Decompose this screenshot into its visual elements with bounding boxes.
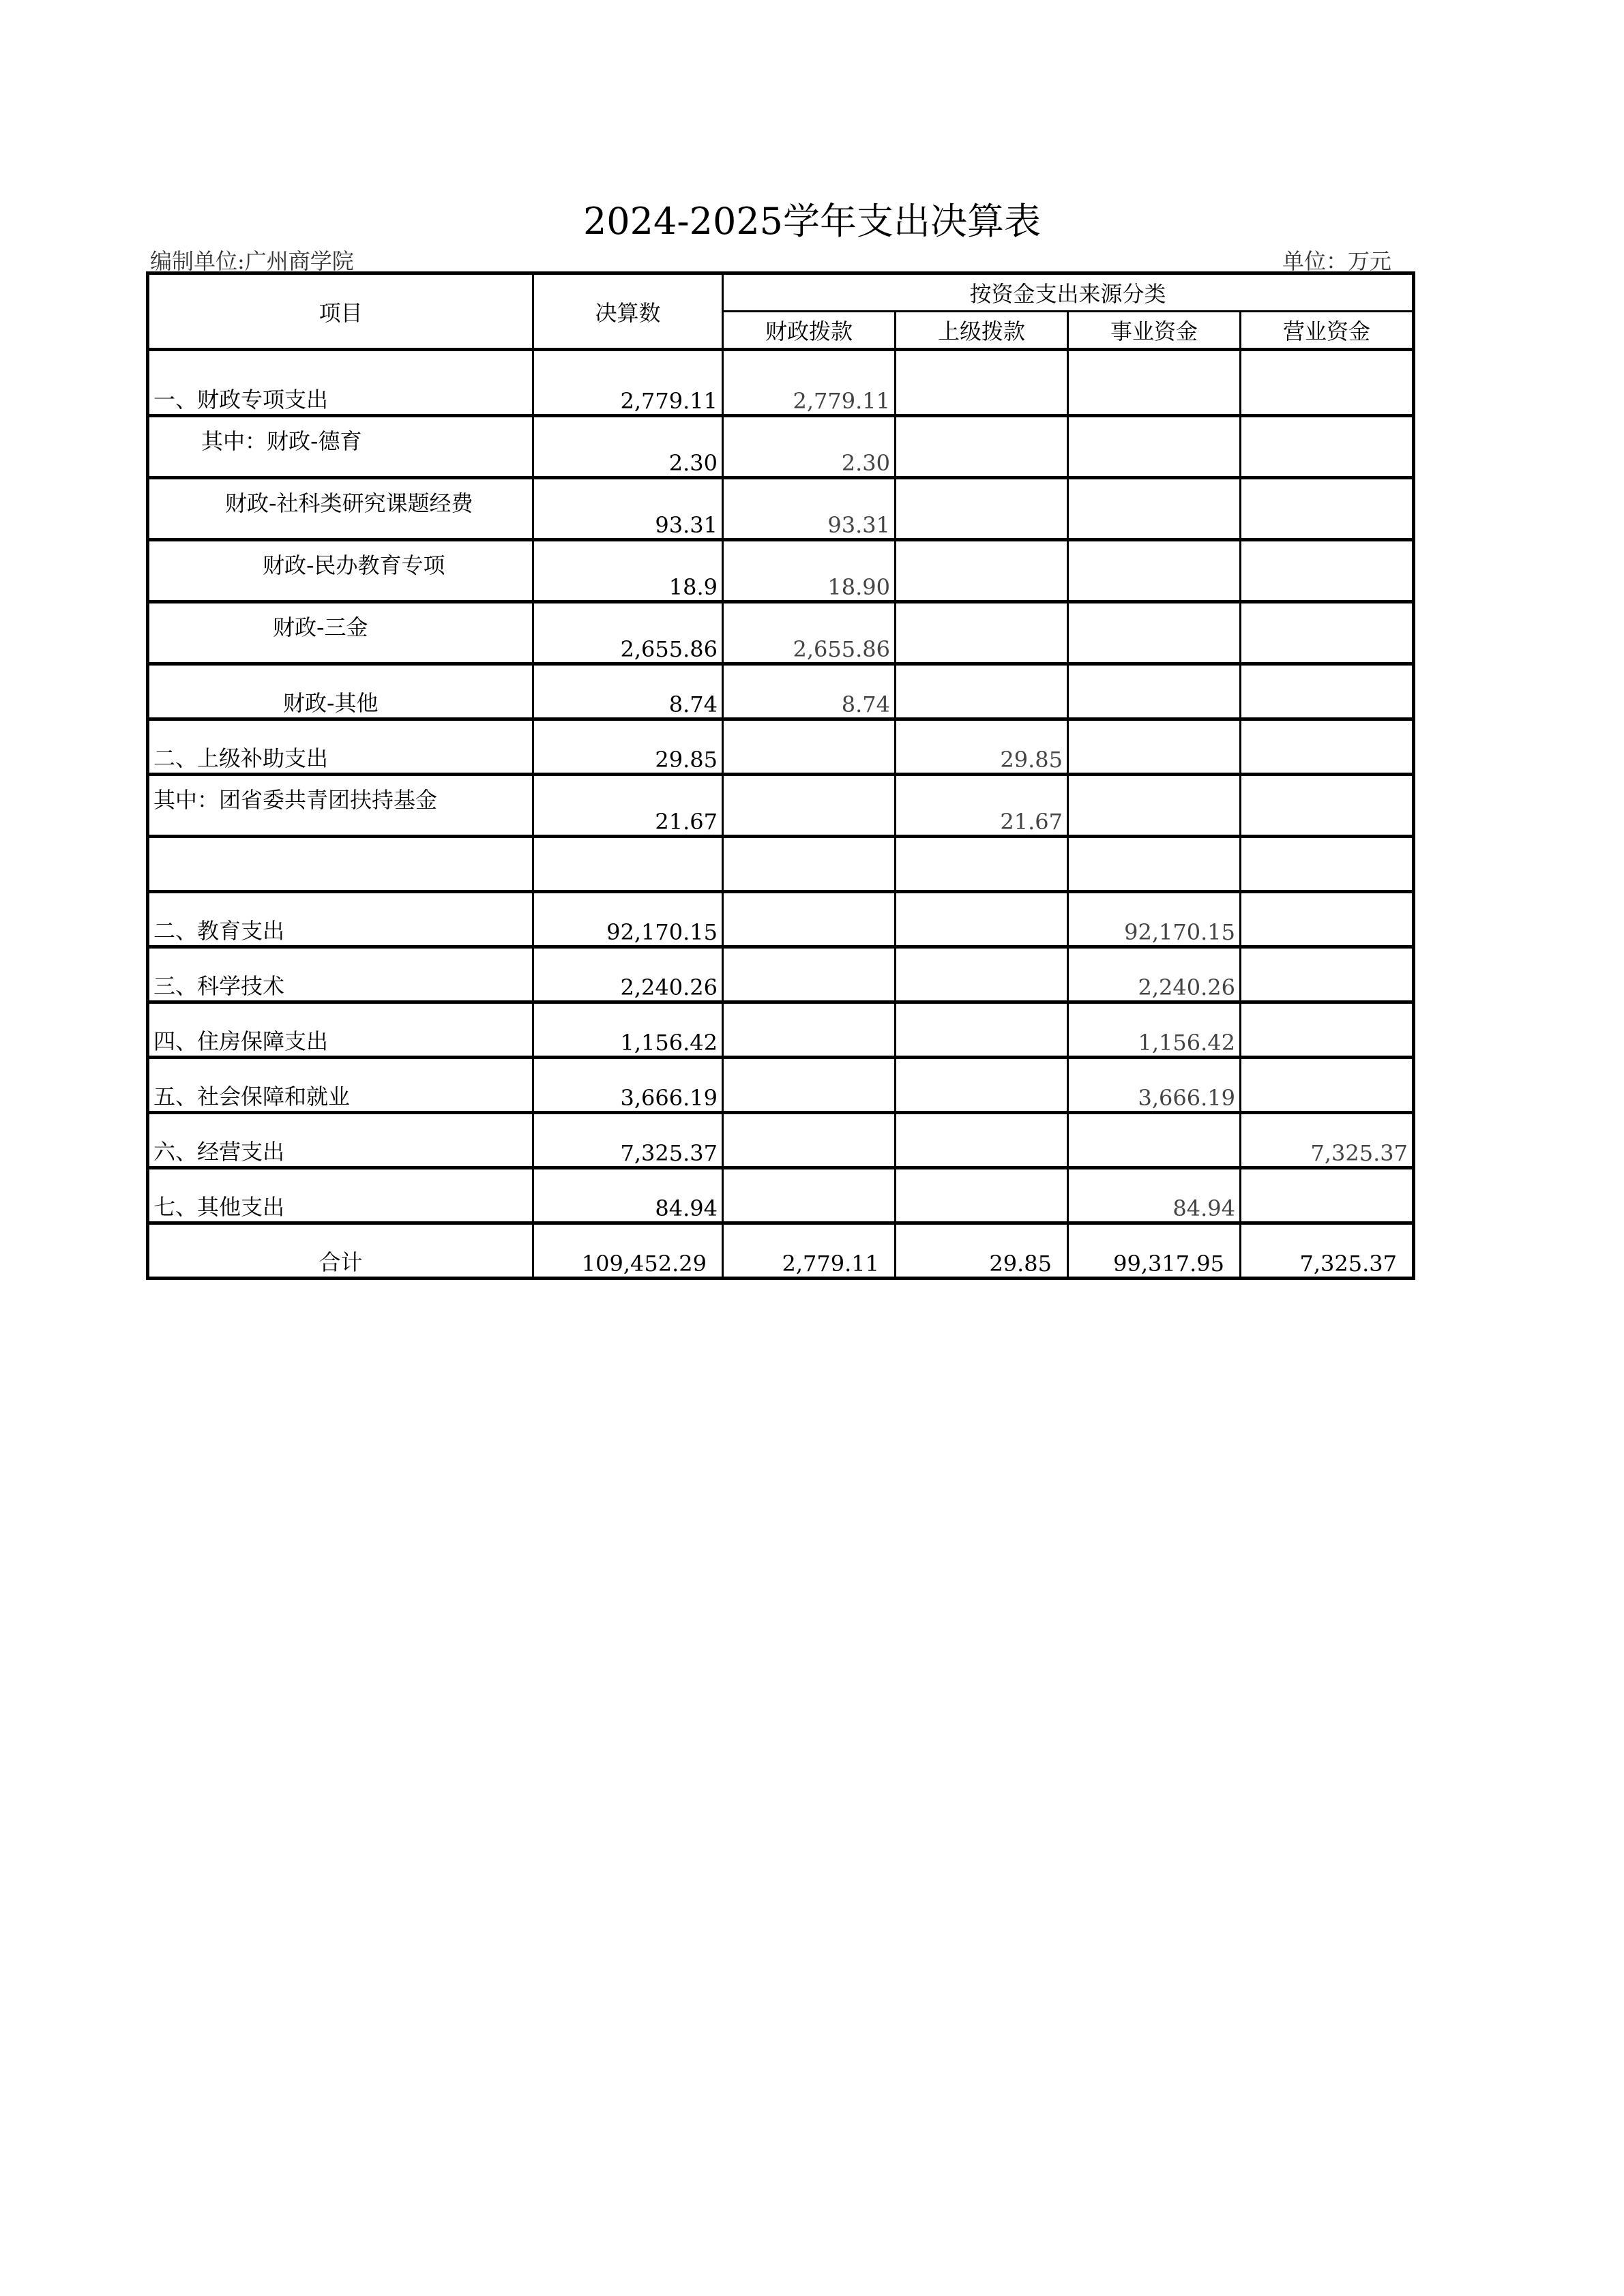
cell-operating [1241, 350, 1414, 416]
cell-total: 8.74 [533, 664, 723, 719]
cell-total [533, 837, 723, 892]
cell-operating [1241, 1168, 1414, 1223]
cell-operating [1241, 947, 1414, 1002]
cell-superior [896, 350, 1068, 416]
cell-operating [1241, 602, 1414, 664]
cell-total: 1,156.42 [533, 1002, 723, 1058]
total-cell-operating: 7,325.37 [1241, 1223, 1414, 1279]
cell-fiscal [723, 719, 896, 775]
table-row [148, 1058, 1414, 1113]
table-row [148, 1113, 1414, 1168]
table-row [148, 1168, 1414, 1223]
cell-operating [1241, 719, 1414, 775]
row-label: 二、教育支出 [148, 892, 533, 947]
cell-superior [896, 837, 1068, 892]
cell-superior [896, 1002, 1068, 1058]
header-source-group: 按资金支出来源分类 [723, 273, 1414, 312]
table-row [148, 837, 1414, 892]
cell-business: 92,170.15 [1068, 892, 1241, 947]
page-title: 2024-2025学年支出决算表 [582, 200, 1042, 243]
cell-operating [1241, 1002, 1414, 1058]
row-label: 二、上级补助支出 [148, 719, 533, 775]
table-row [148, 350, 1414, 416]
cell-operating [1241, 1058, 1414, 1113]
cell-business: 1,156.42 [1068, 1002, 1241, 1058]
cell-business [1068, 350, 1241, 416]
cell-business: 2,240.26 [1068, 947, 1241, 1002]
total-row [148, 1223, 1414, 1279]
cell-total: 2.30 [533, 416, 723, 478]
expenditure-table [146, 271, 1415, 1280]
table-row [148, 1002, 1414, 1058]
table-row [148, 540, 1414, 602]
cell-total: 7,325.37 [533, 1113, 723, 1168]
cell-fiscal: 2,655.86 [723, 602, 896, 664]
table-row [148, 947, 1414, 1002]
row-label: 四、住房保障支出 [148, 1002, 533, 1058]
header-total: 决算数 [533, 273, 723, 350]
cell-fiscal [723, 775, 896, 837]
cell-superior [896, 416, 1068, 478]
row-label: 六、经营支出 [148, 1113, 533, 1168]
header-item: 项目 [148, 273, 533, 350]
cell-business [1068, 416, 1241, 478]
table-row [148, 719, 1414, 775]
cell-total: 2,240.26 [533, 947, 723, 1002]
cell-fiscal [723, 837, 896, 892]
cell-business [1068, 602, 1241, 664]
table-row [148, 602, 1414, 664]
cell-business [1068, 775, 1241, 837]
cell-fiscal: 8.74 [723, 664, 896, 719]
cell-superior: 21.67 [896, 775, 1068, 837]
cell-fiscal: 2,779.11 [723, 350, 896, 416]
cell-fiscal: 93.31 [723, 478, 896, 540]
row-label: 财政-社科类研究课题经费 [148, 478, 533, 540]
cell-fiscal [723, 1002, 896, 1058]
cell-superior [896, 1168, 1068, 1223]
row-label: 其中：团省委共青团扶持基金 [148, 775, 533, 837]
cell-business [1068, 664, 1241, 719]
cell-business [1068, 837, 1241, 892]
cell-fiscal [723, 1113, 896, 1168]
table-row [148, 892, 1414, 947]
cell-superior [896, 664, 1068, 719]
table-row [148, 775, 1414, 837]
total-cell-business: 99,317.95 [1068, 1223, 1241, 1279]
cell-superior [896, 1058, 1068, 1113]
cell-superior [896, 892, 1068, 947]
cell-total: 29.85 [533, 719, 723, 775]
row-label: 五、社会保障和就业 [148, 1058, 533, 1113]
cell-total: 84.94 [533, 1168, 723, 1223]
cell-business [1068, 719, 1241, 775]
table-row [148, 478, 1414, 540]
cell-operating [1241, 892, 1414, 947]
cell-business [1068, 1113, 1241, 1168]
row-label: 七、其他支出 [148, 1168, 533, 1223]
row-label: 财政-民办教育专项 [148, 540, 533, 602]
cell-operating [1241, 540, 1414, 602]
currency-unit-label: 单位：万元 [1282, 248, 1392, 274]
header-fiscal: 财政拨款 [723, 312, 896, 350]
row-label: 财政-三金 [148, 602, 533, 664]
cell-fiscal [723, 892, 896, 947]
cell-total: 2,779.11 [533, 350, 723, 416]
cell-business: 3,666.19 [1068, 1058, 1241, 1113]
cell-fiscal [723, 1168, 896, 1223]
cell-operating: 7,325.37 [1241, 1113, 1414, 1168]
header-superior: 上级拨款 [896, 312, 1068, 350]
row-label: 一、财政专项支出 [148, 350, 533, 416]
cell-superior [896, 602, 1068, 664]
cell-business [1068, 540, 1241, 602]
cell-operating [1241, 416, 1414, 478]
cell-total: 21.67 [533, 775, 723, 837]
row-label: 财政-其他 [148, 664, 533, 719]
cell-superior [896, 947, 1068, 1002]
cell-operating [1241, 478, 1414, 540]
cell-business [1068, 478, 1241, 540]
cell-business: 84.94 [1068, 1168, 1241, 1223]
total-row-label: 合计 [148, 1223, 533, 1279]
cell-superior [896, 478, 1068, 540]
cell-total: 2,655.86 [533, 602, 723, 664]
row-label: 其中：财政-德育 [148, 416, 533, 478]
cell-total: 93.31 [533, 478, 723, 540]
cell-total: 18.9 [533, 540, 723, 602]
table-row [148, 416, 1414, 478]
cell-superior: 29.85 [896, 719, 1068, 775]
total-cell-superior: 29.85 [896, 1223, 1068, 1279]
total-cell-fiscal: 2,779.11 [723, 1223, 896, 1279]
total-cell-total: 109,452.29 [533, 1223, 723, 1279]
cell-fiscal [723, 1058, 896, 1113]
cell-fiscal: 18.90 [723, 540, 896, 602]
cell-superior [896, 1113, 1068, 1168]
header-operating: 营业资金 [1241, 312, 1414, 350]
cell-operating [1241, 837, 1414, 892]
cell-superior [896, 540, 1068, 602]
cell-operating [1241, 664, 1414, 719]
header-business: 事业资金 [1068, 312, 1241, 350]
cell-operating [1241, 775, 1414, 837]
compiling-unit-label: 编制单位:广州商学院 [150, 248, 354, 274]
row-label [148, 837, 533, 892]
cell-fiscal [723, 947, 896, 1002]
row-label: 三、科学技术 [148, 947, 533, 1002]
cell-total: 3,666.19 [533, 1058, 723, 1113]
cell-total: 92,170.15 [533, 892, 723, 947]
table-row [148, 664, 1414, 719]
cell-fiscal: 2.30 [723, 416, 896, 478]
